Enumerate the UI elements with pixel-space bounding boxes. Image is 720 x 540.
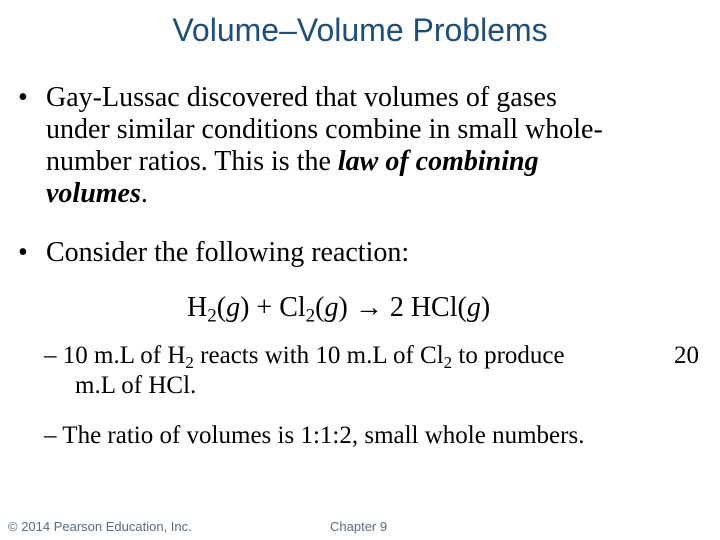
eq-state-1: g [226,292,241,323]
eq-h: H [187,292,208,323]
period: . [140,178,148,209]
bullet-line-2: under similar conditions combine in small whole- [46,114,603,145]
h-subscript: 2 [185,353,194,373]
slide-title: Volume–Volume Problems [172,12,548,48]
bullet-line-3-text: number ratios. This is the [46,146,338,177]
chemical-equation: $H_2(g) + Cl_2(g) \to 2$ HCl(g) [187,292,491,327]
bullet-text: Consider the following reaction: [46,237,410,268]
sub-item-text-b: reacts with 10 m.L of Cl [193,342,444,369]
sub-item-text-c: to produce [452,342,565,369]
eq-close: ) [480,292,491,323]
sub-item-text-a: – 10 m.L of H [44,342,186,369]
eq-h-subscript: 2 [207,305,217,327]
sub-item-volumes [44,341,565,371]
footer-chapter: Chapter 9 [330,519,388,534]
eq-arrow-hcl: ) → 2 HCl( [338,292,467,323]
eq-state-2: g [324,292,339,323]
sub-item-volume-number: 20 [674,342,699,369]
footer-copyright: © 2014 Pearson Education, Inc. [8,519,192,534]
bullet-dot: • [18,82,28,113]
cl-subscript: 2 [443,353,453,373]
bullet-line-4 [46,178,686,210]
eq-plus-cl: ) + Cl [240,292,306,323]
sub-item-continuation: m.L of HCl. [75,372,197,399]
bullet-line-3 [46,146,686,178]
law-term-part-2: volumes [46,178,141,209]
eq-state-3: g [466,292,481,323]
eq-cl-subscript: 2 [305,305,316,327]
bullet-dot: • [18,237,28,268]
bullet-line-1: Gay-Lussac discovered that volumes of gases [46,82,557,113]
law-term-part-1: law of combining [337,146,539,177]
bullet-text [46,82,686,210]
sub-item-ratio: – The ratio of volumes is 1:1:2, small whole numbers. [44,422,585,449]
